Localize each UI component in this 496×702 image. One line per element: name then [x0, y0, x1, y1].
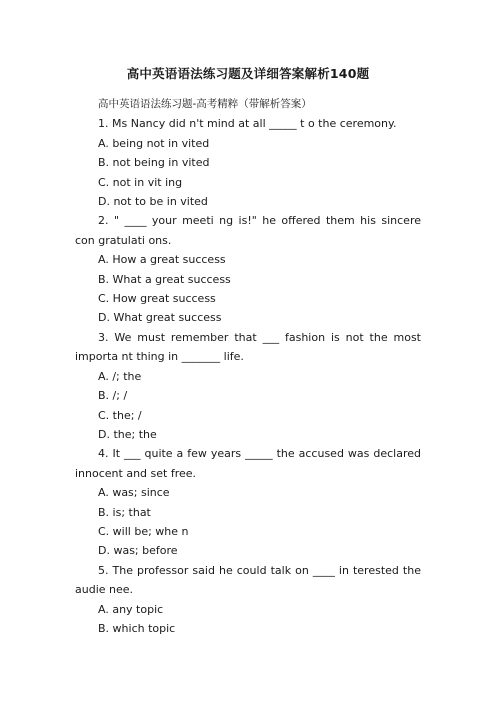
question-stem: 1. Ms Nancy did n't mind at all _____ t o the ceremony.	[98, 117, 397, 131]
question-stem: 5. The professor said he could talk on ____ in terested the audie nee.	[75, 563, 421, 597]
answer-option: B. What a great success	[98, 272, 231, 286]
answer-option: B. is; that	[98, 505, 151, 519]
answer-option: A. How a great success	[98, 253, 226, 267]
answer-option: A. was; since	[98, 486, 170, 500]
answer-option: C. will be; whe n	[98, 524, 189, 538]
answer-option: C. the; /	[98, 408, 142, 422]
document-subtitle: 高中英语语法练习题-高考精粹（带解析答案）	[98, 98, 312, 110]
answer-option: D. What great success	[98, 311, 222, 325]
answer-option: B. which topic	[98, 621, 176, 635]
answer-option: C. How great success	[98, 292, 216, 306]
document-body	[75, 95, 421, 638]
answer-option: D. not to be in vited	[98, 195, 208, 209]
question-stem: 3. We must remember that ___ fashion is not the most importa nt thing in _______ life.	[75, 330, 421, 364]
answer-option: A. any topic	[98, 602, 164, 616]
question-stem: 2. " ____ your meeti ng is!" he offered them his sincere con gratulati ons.	[75, 214, 421, 247]
answer-option: D. was; before	[98, 544, 178, 558]
answer-option: C. not in vit ing	[98, 175, 183, 189]
answer-option: B. /; /	[98, 389, 128, 403]
answer-option: A. /; the	[98, 369, 142, 383]
question-stem: 4. It ___ quite a few years _____ the accused was declared innocent and set free.	[75, 447, 421, 480]
answer-option: A. being not in vited	[98, 136, 210, 150]
document-title: 高中英语语法练习题及详细答案解析140题	[126, 66, 370, 81]
answer-option: B. not being in vited	[98, 156, 210, 170]
answer-option: D. the; the	[98, 427, 157, 441]
